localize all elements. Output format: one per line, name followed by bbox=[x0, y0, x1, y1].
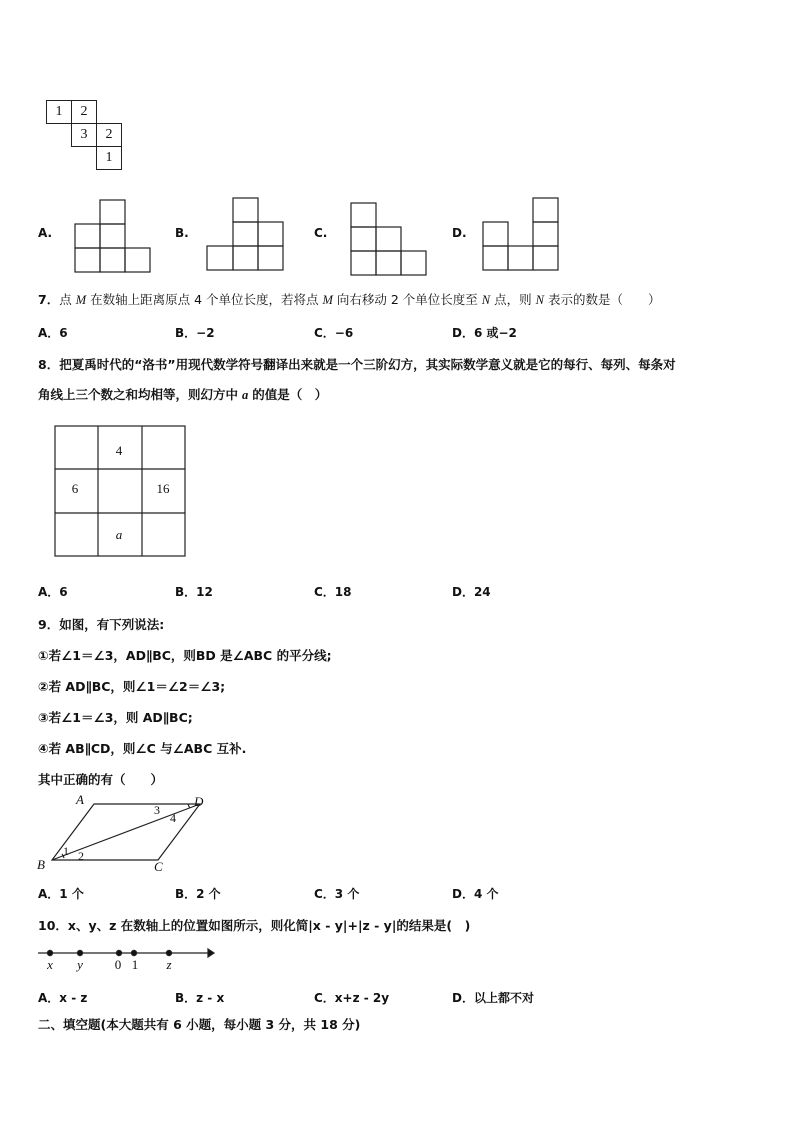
vertex-label-c: C bbox=[154, 859, 163, 872]
q6-option-b-label: B. bbox=[175, 226, 189, 240]
q6-option-a-figure bbox=[72, 198, 154, 274]
question-9-statement-1: ①若∠1＝∠3，AD∥BC，则BD 是∠ABC 的平分线; bbox=[38, 648, 332, 663]
q9-option-a: A．1 个 bbox=[38, 887, 84, 901]
angle-label: 4 bbox=[170, 811, 176, 825]
q8-option-c: C．18 bbox=[314, 585, 352, 599]
var-a: a bbox=[242, 388, 249, 402]
magic-square-cell: a bbox=[115, 527, 123, 542]
q6-option-c-figure bbox=[349, 201, 429, 277]
net-cell: 1 bbox=[46, 100, 72, 124]
magic-square-cell: 16 bbox=[156, 481, 170, 496]
q6-option-b-figure bbox=[205, 196, 285, 274]
question-7-stem: 7．点 M 在数轴上距离原点 4 个单位长度，若将点 M 向右移动 2 个单位长度至 N 点，则 N 表示的数是（ ） bbox=[38, 292, 661, 307]
net-cell: 1 bbox=[96, 146, 122, 170]
q8-option-a: A．6 bbox=[38, 585, 68, 599]
q6-option-d-figure bbox=[481, 196, 561, 274]
axis-label-zero: 0 bbox=[114, 957, 122, 972]
var-m: M bbox=[75, 293, 87, 307]
q10-option-c: C．x+z - 2y bbox=[314, 991, 390, 1005]
q10-option-a: A．x - z bbox=[38, 991, 88, 1005]
axis-label-y: y bbox=[77, 957, 83, 972]
net-cell: 3 bbox=[71, 123, 97, 147]
q8-option-d: D．24 bbox=[452, 585, 491, 599]
angle-label: 3 bbox=[154, 803, 160, 817]
q9-option-c: C．3 个 bbox=[314, 887, 360, 901]
var-m: M bbox=[322, 293, 333, 307]
angle-label: 2 bbox=[78, 849, 84, 863]
q7-option-b: B．−2 bbox=[175, 326, 215, 340]
magic-square-cell: 6 bbox=[71, 481, 79, 496]
vertex-label-d: D bbox=[194, 794, 204, 809]
axis-label-x: x bbox=[47, 957, 53, 972]
question-9-stem: 9．如图，有下列说法: bbox=[38, 617, 165, 632]
axis-label-z: z bbox=[166, 957, 172, 972]
net-cell: 2 bbox=[96, 123, 122, 147]
q7-option-c: C．−6 bbox=[314, 326, 354, 340]
question-9-statement-3: ③若∠1＝∠3，则 AD∥BC; bbox=[38, 710, 193, 725]
question-9-ask: 其中正确的有（ ） bbox=[38, 772, 164, 787]
q9-option-d: D．4 个 bbox=[452, 887, 499, 901]
vertex-label-b: B bbox=[37, 857, 45, 872]
question-9-statement-2: ②若 AD∥BC，则∠1＝∠2＝∠3; bbox=[38, 679, 226, 694]
question-10-stem: 10．x、y、z 在数轴上的位置如图所示，则化简|x - y|+|z - y|的结果是( ) bbox=[38, 918, 471, 933]
q7-option-a: A．6 bbox=[38, 326, 68, 340]
question-8-line-2: 角线上三个数之和均相等，则幻方中 a 的值是（ ） bbox=[38, 387, 328, 402]
q6-option-c-label: C. bbox=[314, 226, 328, 240]
var-n: N bbox=[481, 293, 491, 307]
angle-label: 1 bbox=[63, 844, 69, 858]
number-line-figure bbox=[36, 944, 216, 974]
axis-label-one: 1 bbox=[131, 957, 139, 972]
question-8-line-1: 8．把夏禹时代的“洛书”用现代数学符号翻译出来就是一个三阶幻方，其实际数学意义就是它的每行、每列、每条对 bbox=[38, 357, 676, 372]
parallelogram-figure bbox=[34, 792, 214, 872]
vertex-label-a: A bbox=[76, 792, 84, 807]
q8-option-b: B．12 bbox=[175, 585, 213, 599]
q10-option-d: D．以上都不对 bbox=[452, 991, 534, 1005]
question-9-statement-4: ④若 AB∥CD，则∠C 与∠ABC 互补. bbox=[38, 741, 247, 756]
q7-option-d: D．6 或−2 bbox=[452, 326, 517, 340]
q9-option-b: B．2 个 bbox=[175, 887, 221, 901]
q10-option-b: B．z - x bbox=[175, 991, 225, 1005]
q6-option-a-label: A. bbox=[38, 226, 53, 240]
section-2-heading: 二、填空题(本大题共有 6 小题，每小题 3 分，共 18 分) bbox=[38, 1017, 361, 1032]
var-n: N bbox=[535, 293, 544, 307]
net-cell: 2 bbox=[71, 100, 97, 124]
q6-option-d-label: D. bbox=[452, 226, 467, 240]
magic-square-cell: 4 bbox=[115, 443, 123, 458]
